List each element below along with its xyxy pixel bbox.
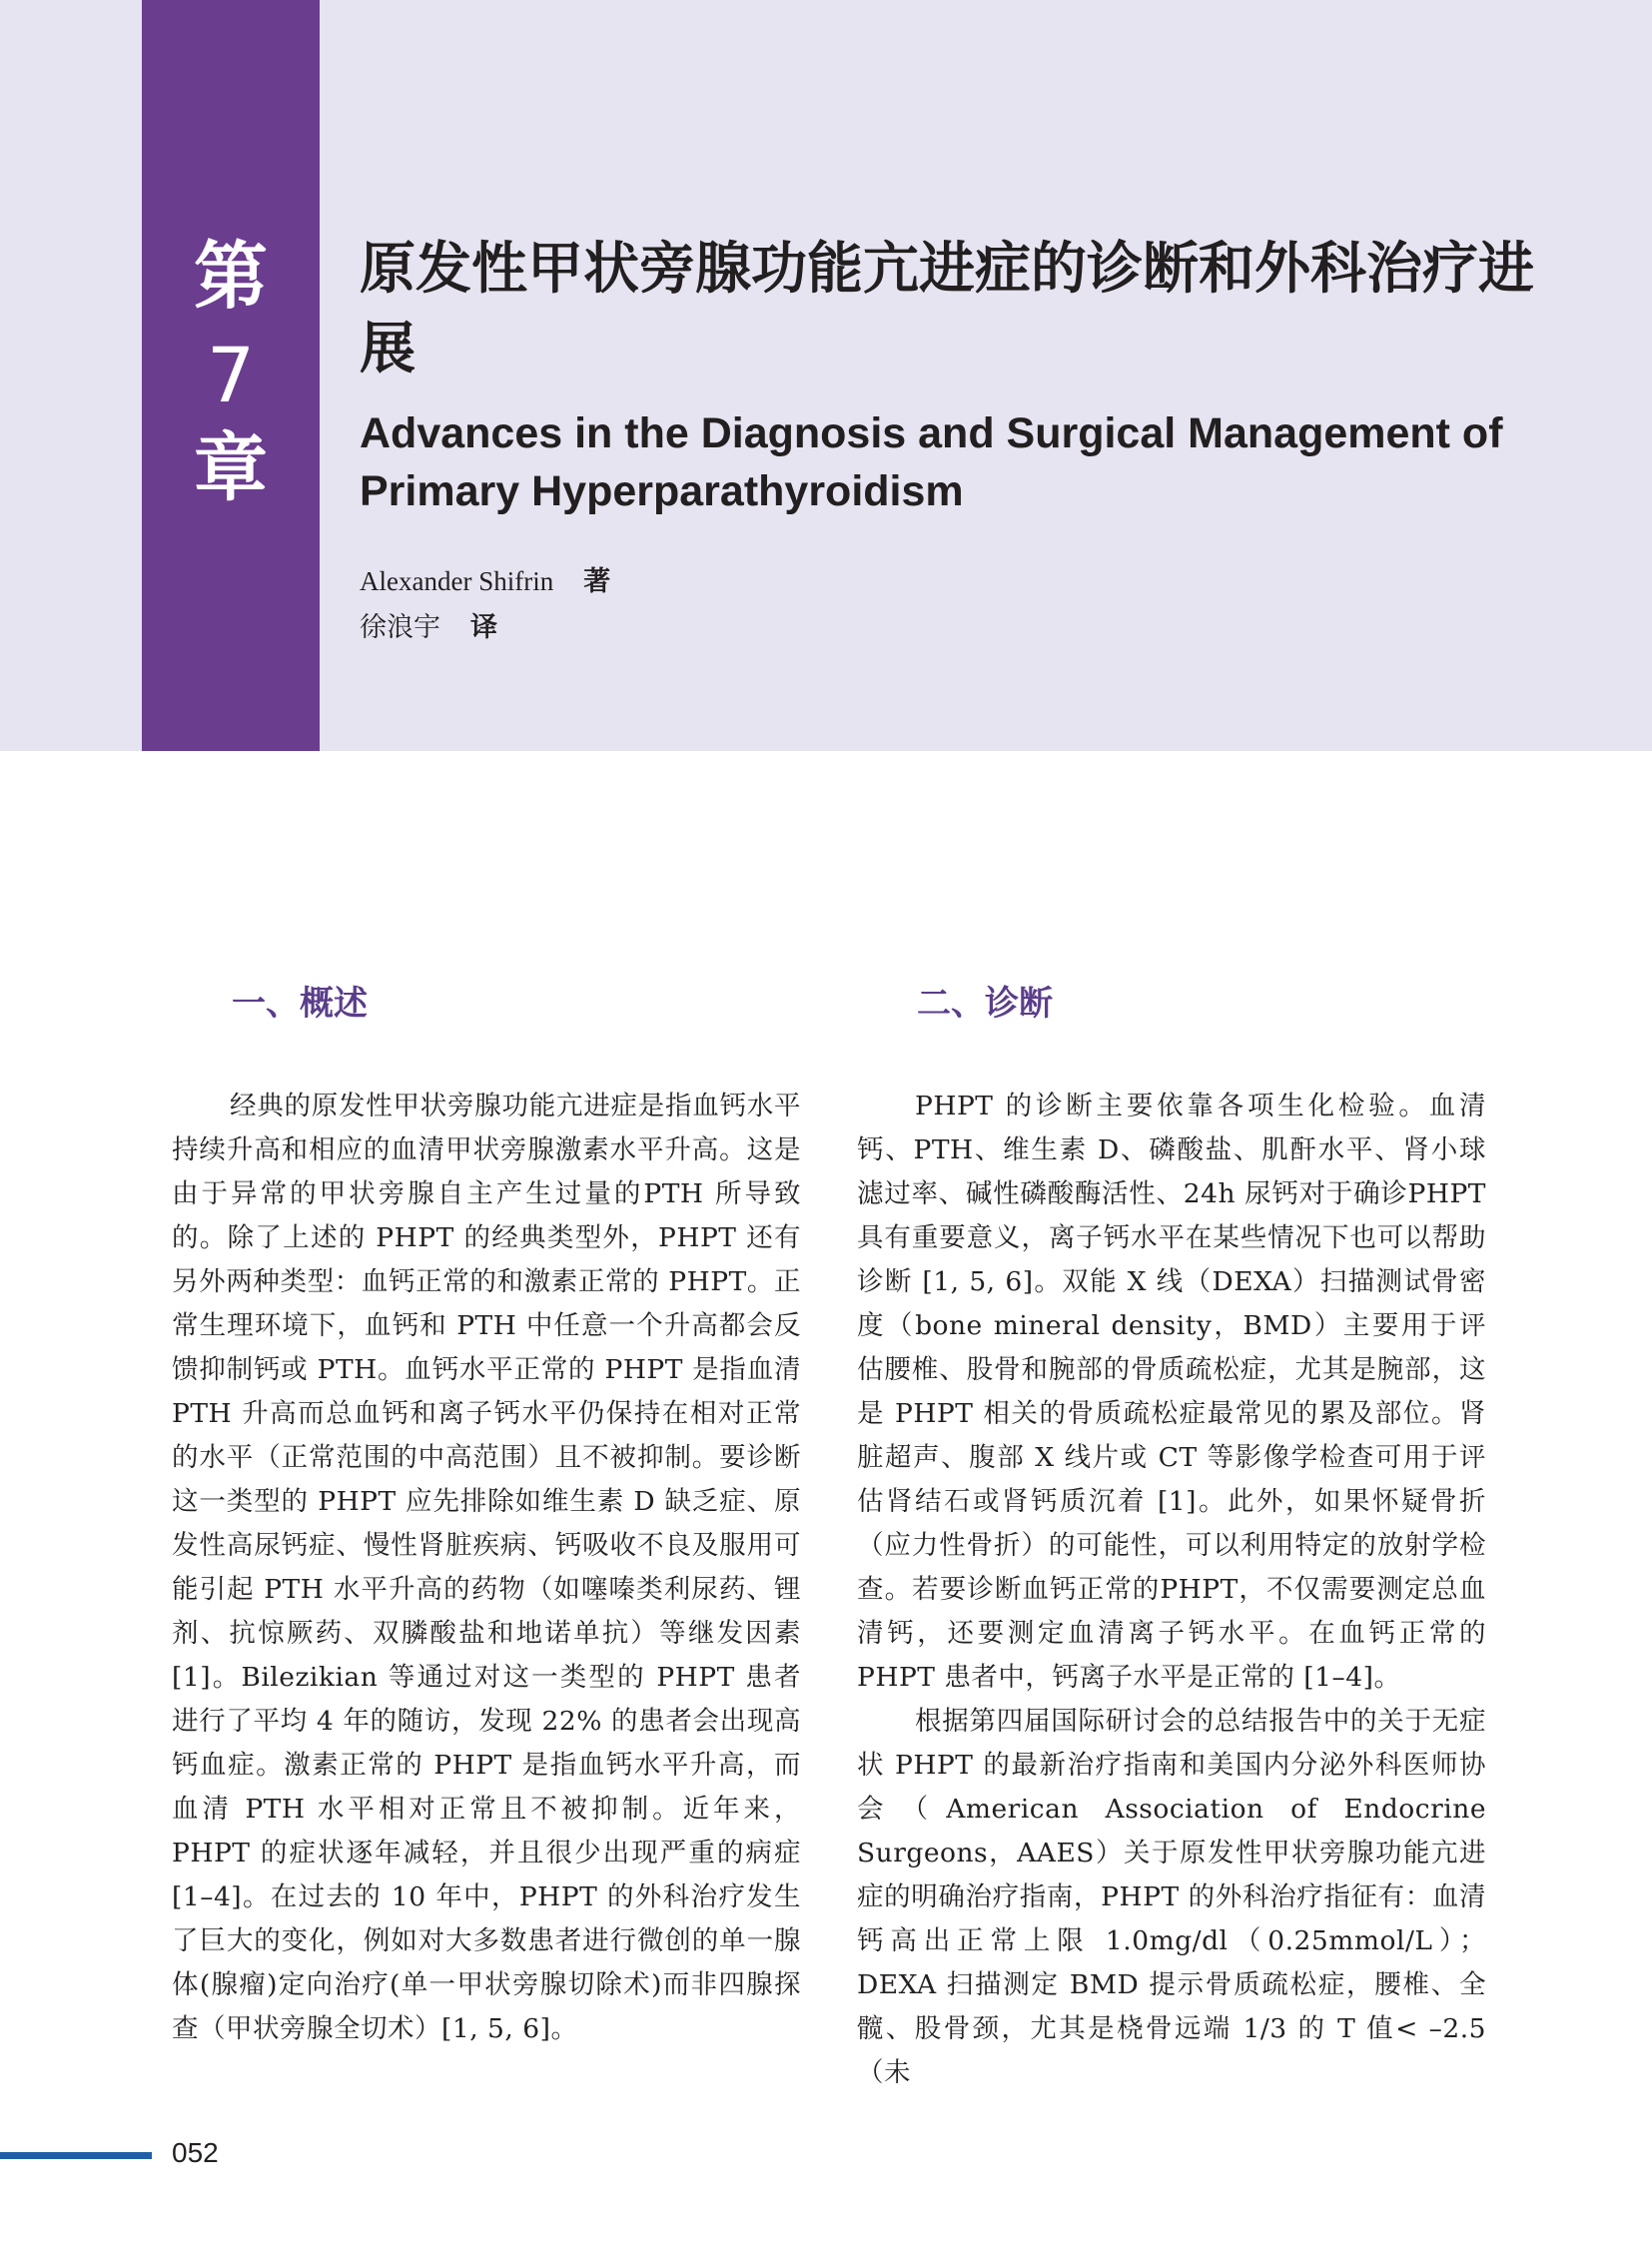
diagnosis-paragraph-1: PHPT 的诊断主要依靠各项生化检验。血清钙、PTH、维生素 D、磷酸盐、肌酐水平、肾小球滤过率、碱性磷酸酶活性、24h 尿钙对于确诊PHPT 具有重要意义，离子钙水平在某些情况下也可以帮助诊断 [1, 5, 6]。双能 X 线（DEXA）扫描测试骨密度（bone mineral density，BMD）主要用于评估腰椎、股骨和腕部的骨质疏松症，尤其是腕部，这是 PHPT 相关的骨质疏松症最常见的累及部位。肾脏超声、腹部 X 线片或 CT 等影像学检查可用于评估肾结石或肾钙质沉着 [1]。此外，如果怀疑骨折（应力性骨折）的可能性，可以利用特定的放射学检查。若要诊断血钙正常的PHPT，不仅需要测定总血清钙，还要测定血清离子钙水平。在血钙正常的 PHPT 患者中，钙离子水平是正常的 [1–4]。 (857, 1091, 1486, 1693)
chapter-label-suffix: 章 (194, 425, 268, 511)
chapter-label-prefix: 第 (194, 234, 268, 320)
chapter-title-chinese: 原发性甲状旁腺功能亢进症的诊断和外科治疗进展 (360, 237, 1534, 381)
author-role: 著 (583, 566, 611, 597)
footer-rule (0, 2152, 152, 2159)
translator-role: 译 (470, 612, 497, 643)
translator-name: 徐浪宇 (360, 612, 440, 642)
section-heading-diagnosis: 二、诊断 (917, 984, 1053, 1024)
page-number: 052 (172, 2137, 219, 2168)
chapter-number: 7 (206, 331, 256, 419)
chapter-title-english: Advances in the Diagnosis and Surgical Management of Primary Hyperparathyroidism (360, 409, 1503, 515)
author-credit (360, 559, 610, 598)
diagnosis-paragraph-2: 根据第四届国际研讨会的总结报告中的关于无症状 PHPT 的最新治疗指南和美国内分泌外科医师协会（American Association of Endocrine Surgeons，AAES）关于原发性甲状旁腺功能亢进症的明确治疗指南，PHPT 的外科治疗指征有：血清钙高出正常上限 1.0mg/dl（0.25mmol/L）；DEXA 扫描测定 BMD 提示骨质疏松症，腰椎、全髋、股骨颈，尤其是桡骨远端 1/3 的 T 值< –2.5（未 (857, 1706, 1486, 2088)
overview-paragraph: 经典的原发性甲状旁腺功能亢进症是指血钙水平持续升高和相应的血清甲状旁腺激素水平升高。这是由于异常的甲状旁腺自主产生过量的PTH 所导致的。除了上述的 PHPT 的经典类型外，PHPT 还有另外两种类型：血钙正常的和激素正常的 PHPT。正常生理环境下，血钙和 PTH 中任意一个升高都会反馈抑制钙或 PTH。血钙水平正常的 PHPT 是指血清 PTH 升高而总血钙和离子钙水平仍保持在相对正常的水平（正常范围的中高范围）且不被抑制。要诊断这一类型的 PHPT 应先排除如维生素 D 缺乏症、原发性高尿钙症、慢性肾脏疾病、钙吸收不良及服用可能引起 PTH 水平升高的药物（如噻嗪类利尿药、锂剂、抗惊厥药、双膦酸盐和地诺单抗）等继发因素 [1]。Bilezikian 等通过对这一类型的 PHPT 患者进行了平均 4 年的随访，发现 22% 的患者会出现高钙血症。激素正常的 PHPT 是指血钙水平升高，而血清 PTH 水平相对正常且不被抑制。近年来，PHPT 的症状逐年减轻，并且很少出现严重的病症 [1–4]。在过去的 10 年中，PHPT 的外科治疗发生了巨大的变化，例如对大多数患者进行微创的单一腺体(腺瘤)定向治疗(单一甲状旁腺切除术)而非四腺探查（甲状旁腺全切术）[1, 5, 6]。 (172, 1091, 801, 2044)
right-column (857, 979, 1486, 2095)
author-name: Alexander Shifrin (360, 566, 554, 596)
translator-credit (360, 605, 497, 644)
left-column (172, 979, 801, 2051)
section-heading-overview: 一、概述 (232, 984, 368, 1024)
